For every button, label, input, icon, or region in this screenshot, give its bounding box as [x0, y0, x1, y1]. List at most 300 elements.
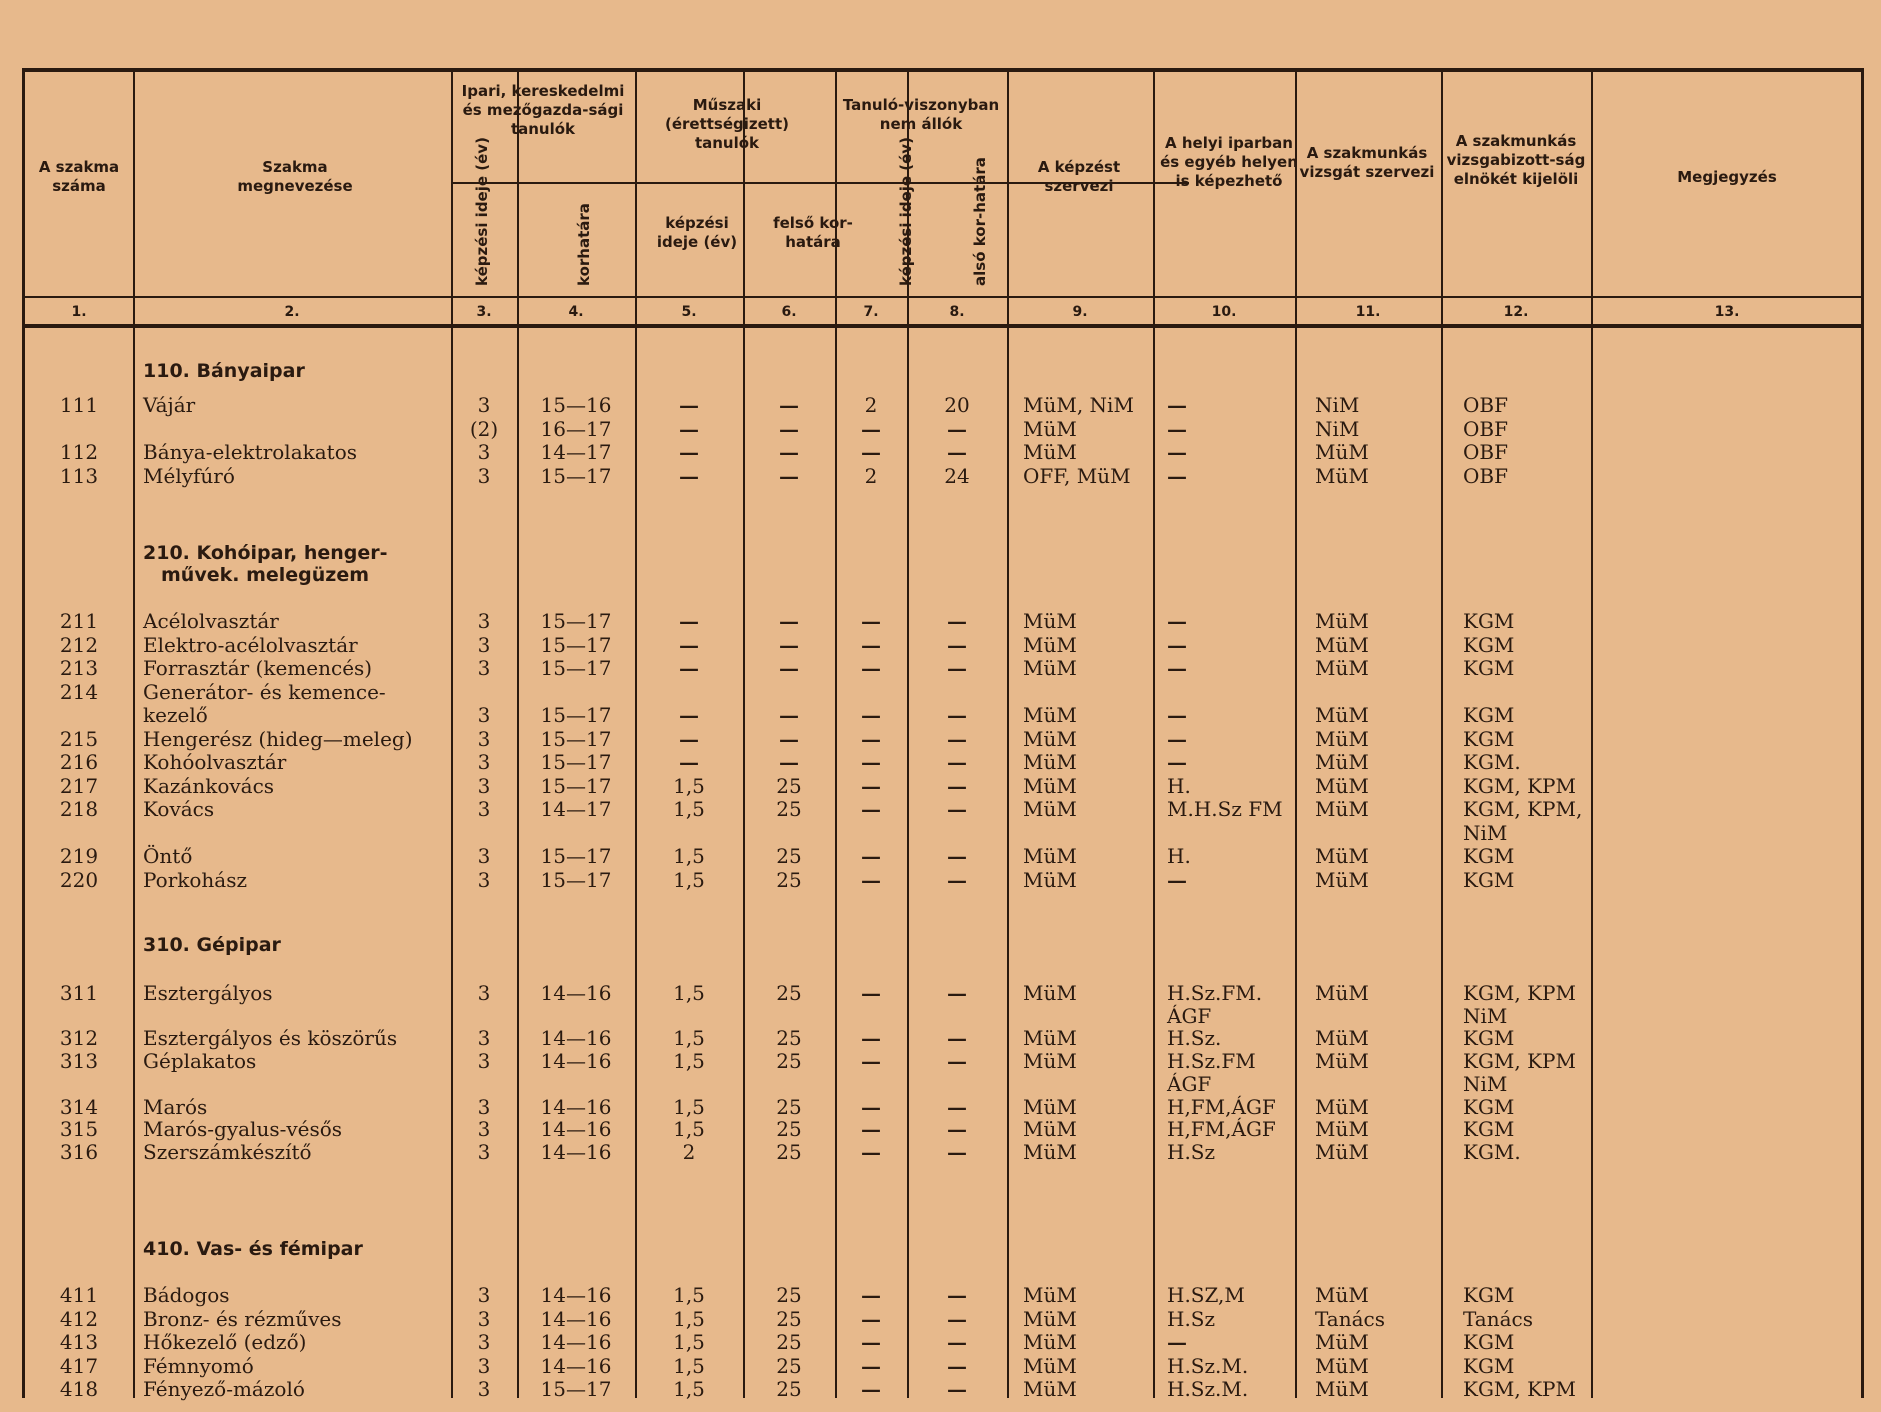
cell-c10: —	[1167, 703, 1187, 727]
cell-c3: 3	[477, 844, 491, 868]
cell-c5: —	[679, 609, 699, 633]
cell-c9: MüM	[1023, 1117, 1077, 1141]
cell-c3: 3	[477, 393, 491, 417]
cell-c7: —	[861, 633, 881, 657]
header-group-ipari: Ipari, kereskedelmi és mezőgazda-sági tanulók	[461, 82, 625, 138]
cell-c4: 15—16	[540, 393, 612, 417]
cell-c11: MüM	[1315, 656, 1369, 680]
cell-c12: OBF	[1463, 464, 1508, 488]
cell-c3: 3	[477, 750, 491, 774]
cell-name: Fényező-mázoló	[143, 1377, 305, 1401]
cell-c10: H.	[1167, 774, 1191, 798]
cell-c7: —	[861, 1307, 881, 1331]
cell-c8: 20	[944, 393, 970, 417]
cell-c12: OBF	[1463, 417, 1508, 441]
table-row	[25, 845, 1867, 868]
cell-c9: MüM	[1023, 1307, 1077, 1331]
header-rule	[25, 296, 1861, 298]
cell-name: Hőkezelő (edző)	[143, 1330, 307, 1354]
cell-c4: 14—16	[540, 1307, 612, 1331]
cell-c12: OBF	[1463, 393, 1508, 417]
cell-c8: —	[947, 417, 967, 441]
cell-name: Bánya-elektrolakatos	[143, 440, 358, 464]
cell-c12: OBF	[1463, 440, 1508, 464]
table-row	[25, 441, 1867, 464]
cell-c8: —	[947, 1354, 967, 1378]
cell-c10: H.Sz	[1167, 1307, 1216, 1331]
cell-name: Mélyfúró	[143, 464, 235, 488]
cell-c9: MüM	[1023, 727, 1077, 751]
cell-c5: 1,5	[673, 1026, 705, 1050]
cell-c5: 1,5	[673, 1354, 705, 1378]
cell-name: Kovács	[143, 797, 215, 821]
cell-c9: MüM	[1023, 797, 1077, 821]
table-row	[25, 1118, 1867, 1141]
cell-c4: 14—16	[540, 1049, 612, 1073]
cell-c10: —	[1167, 1330, 1187, 1354]
table-row	[25, 418, 1867, 441]
cell-c5: 1,5	[673, 774, 705, 798]
cell-c4: 14—16	[540, 981, 612, 1005]
cell-num: 218	[59, 797, 99, 821]
cell-c5: —	[679, 633, 699, 657]
cell-name: Bádogos	[143, 1283, 230, 1307]
cell-c4: 14—16	[540, 1330, 612, 1354]
table-row	[25, 822, 1867, 845]
cell-name: Marós-gyalus-vésős	[143, 1117, 343, 1141]
cell-c9: MüM	[1023, 1095, 1077, 1119]
cell-c3: 3	[477, 1095, 491, 1119]
cell-num: 113	[59, 464, 99, 488]
cell-c9: MüM	[1023, 417, 1077, 441]
cell-c10: H.SZ,M	[1167, 1283, 1245, 1307]
cell-c5: 1,5	[673, 1377, 705, 1401]
table-row	[25, 465, 1867, 488]
cell-name: Fémnyomó	[143, 1354, 254, 1378]
cell-num: 214	[59, 680, 99, 704]
cell-c7: —	[861, 1026, 881, 1050]
table-row	[25, 610, 1867, 633]
cell-c4: 14—16	[540, 1026, 612, 1050]
cell-c3: 3	[477, 1049, 491, 1073]
cell-c11: MüM	[1315, 868, 1369, 892]
cell-c7: —	[861, 750, 881, 774]
cell-c12: KGM	[1463, 656, 1515, 680]
cell-c8: —	[947, 1049, 967, 1073]
cell-c3: (2)	[469, 417, 499, 441]
cell-c11: MüM	[1315, 440, 1369, 464]
cell-c10: —	[1167, 750, 1187, 774]
cell-c5: 1,5	[673, 1307, 705, 1331]
cell-num: 213	[59, 656, 99, 680]
cell-c7: —	[861, 1117, 881, 1141]
cell-c9: MüM	[1023, 633, 1077, 657]
cell-c3: 3	[477, 774, 491, 798]
cell-c3: 3	[477, 727, 491, 751]
cell-c10: —	[1167, 727, 1187, 751]
cell-c8: —	[947, 750, 967, 774]
cell-name: Porkohász	[143, 868, 248, 892]
cell-c12: KGM	[1463, 609, 1515, 633]
table-row	[25, 1378, 1867, 1401]
column-number: 1.	[71, 304, 87, 320]
cell-num: 111	[59, 393, 99, 417]
cell-name: Géplakatos	[143, 1049, 257, 1073]
cell-c7: —	[861, 1330, 881, 1354]
table-row	[25, 982, 1867, 1005]
cell-c8: —	[947, 868, 967, 892]
cell-c4: 14—16	[540, 1095, 612, 1119]
cell-c10: H.Sz	[1167, 1140, 1216, 1164]
cell-c8: —	[947, 844, 967, 868]
cell-c11: MüM	[1315, 1377, 1369, 1401]
header-group-tanulo: Tanuló-viszonyban nem állók	[842, 96, 1000, 133]
cell-name: Esztergályos és köszörűs	[143, 1026, 398, 1050]
cell-c11: MüM	[1315, 633, 1369, 657]
cell-c5: 1,5	[673, 868, 705, 892]
header-col6: felső kor-határa	[773, 214, 853, 251]
cell-c12: KGM	[1463, 1354, 1515, 1378]
cell-c5: —	[679, 464, 699, 488]
cell-c12: KGM	[1463, 727, 1515, 751]
cell-c12: KGM, KPM	[1463, 1377, 1576, 1401]
cell-c10: H.Sz.	[1167, 1026, 1222, 1050]
cell-c4: 14—16	[540, 1354, 612, 1378]
cell-c10: —	[1167, 633, 1187, 657]
cell-c4: 15—17	[540, 633, 612, 657]
header-col11: A szakmunkás vizsgát szervezi	[1299, 144, 1435, 181]
cell-c11: MüM	[1315, 1095, 1369, 1119]
cell-c6: 25	[776, 1307, 802, 1331]
cell-name: Elektro-acélolvasztár	[143, 633, 358, 657]
cell-c6: —	[779, 609, 799, 633]
cell-c10: H.Sz.M.	[1167, 1354, 1249, 1378]
cell-c8: —	[947, 633, 967, 657]
cell-c6: —	[779, 417, 799, 441]
cell-c8: —	[947, 1307, 967, 1331]
cell-c12: NiM	[1463, 1072, 1508, 1096]
cell-c5: 2	[682, 1140, 696, 1164]
header-col12: A szakmunkás vizsgabizott-ság elnökét kijelöli	[1446, 132, 1586, 188]
cell-c9: OFF, MüM	[1023, 464, 1131, 488]
header-col13: Megjegyzés	[1677, 168, 1777, 186]
cell-c3: 3	[477, 1354, 491, 1378]
cell-c10: H,FM,ÁGF	[1167, 1095, 1276, 1119]
column-number: 7.	[863, 304, 879, 320]
cell-name: kezelő	[143, 703, 208, 727]
cell-num: 411	[59, 1283, 99, 1307]
cell-c11: MüM	[1315, 703, 1369, 727]
cell-num: 212	[59, 633, 99, 657]
cell-c7: —	[861, 727, 881, 751]
cell-c9: MüM	[1023, 1283, 1077, 1307]
cell-name: Kazánkovács	[143, 774, 275, 798]
cell-c10: —	[1167, 440, 1187, 464]
cell-c9: MüM	[1023, 868, 1077, 892]
header-col8: alsó kor-határa	[971, 157, 989, 286]
cell-c11: MüM	[1315, 844, 1369, 868]
table-row	[25, 1073, 1867, 1096]
cell-num: 315	[59, 1117, 99, 1141]
cell-c7: —	[861, 609, 881, 633]
cell-c6: 25	[776, 797, 802, 821]
cell-c11: MüM	[1315, 1140, 1369, 1164]
cell-c4: 15—17	[540, 609, 612, 633]
cell-c7: —	[861, 703, 881, 727]
cell-c8: —	[947, 1140, 967, 1164]
cell-c6: 25	[776, 1354, 802, 1378]
cell-c8: —	[947, 1117, 967, 1141]
cell-c7: —	[861, 797, 881, 821]
cell-name: Vájár	[143, 393, 196, 417]
cell-c11: MüM	[1315, 750, 1369, 774]
table-row	[25, 1096, 1867, 1119]
cell-name: Öntő	[143, 844, 193, 868]
cell-c11: MüM	[1315, 727, 1369, 751]
cell-c4: 15—17	[540, 727, 612, 751]
cell-c11: MüM	[1315, 774, 1369, 798]
cell-c5: 1,5	[673, 1049, 705, 1073]
cell-c4: 14—17	[540, 797, 612, 821]
cell-c6: —	[779, 440, 799, 464]
cell-num: 312	[59, 1026, 99, 1050]
cell-c5: 1,5	[673, 1283, 705, 1307]
cell-c12: KGM.	[1463, 1140, 1521, 1164]
cell-c6: —	[779, 464, 799, 488]
cell-c3: 3	[477, 609, 491, 633]
cell-c7: —	[861, 844, 881, 868]
cell-c9: MüM	[1023, 981, 1077, 1005]
cell-c7: —	[861, 868, 881, 892]
cell-c7: —	[861, 656, 881, 680]
cell-c8: —	[947, 1377, 967, 1401]
cell-num: 219	[59, 844, 99, 868]
cell-c4: 16—17	[540, 417, 612, 441]
cell-c9: MüM	[1023, 703, 1077, 727]
header-col7: képzési ideje (év)	[897, 137, 915, 286]
cell-c5: —	[679, 750, 699, 774]
cell-c10: H.Sz.FM	[1167, 1049, 1256, 1073]
cell-num: 217	[59, 774, 99, 798]
table-row	[25, 728, 1867, 751]
cell-num: 314	[59, 1095, 99, 1119]
cell-c3: 3	[477, 797, 491, 821]
cell-c8: —	[947, 797, 967, 821]
section-title-continued: művek. melegüzem	[161, 564, 370, 586]
table-row	[25, 634, 1867, 657]
cell-c10: —	[1167, 417, 1187, 441]
cell-name: Forrasztár (kemencés)	[143, 656, 373, 680]
cell-c6: —	[779, 727, 799, 751]
cell-c3: 3	[477, 1330, 491, 1354]
cell-c8: —	[947, 774, 967, 798]
cell-c10: ÁGF	[1167, 1072, 1212, 1096]
column-number: 12.	[1503, 304, 1529, 320]
cell-c4: 14—16	[540, 1283, 612, 1307]
cell-name: Szerszámkészítő	[143, 1140, 312, 1164]
cell-c3: 3	[477, 1283, 491, 1307]
cell-c9: MüM	[1023, 774, 1077, 798]
cell-c10: M.H.Sz FM	[1167, 797, 1283, 821]
cell-c6: 25	[776, 981, 802, 1005]
cell-c9: MüM	[1023, 656, 1077, 680]
cell-c4: 15—17	[540, 868, 612, 892]
cell-c8: —	[947, 440, 967, 464]
cell-c4: 15—17	[540, 703, 612, 727]
cell-num: 313	[59, 1049, 99, 1073]
cell-c7: 2	[864, 393, 878, 417]
cell-c4: 15—17	[540, 844, 612, 868]
table-row	[25, 751, 1867, 774]
cell-c8: —	[947, 1330, 967, 1354]
cell-c7: —	[861, 981, 881, 1005]
table-row	[25, 1027, 1867, 1050]
cell-c11: MüM	[1315, 1026, 1369, 1050]
cell-c12: NiM	[1463, 1004, 1508, 1028]
cell-c3: 3	[477, 440, 491, 464]
cell-c6: —	[779, 750, 799, 774]
cell-c4: 15—17	[540, 774, 612, 798]
cell-c7: —	[861, 774, 881, 798]
cell-c5: —	[679, 417, 699, 441]
header-col1: A szakma száma	[38, 158, 120, 195]
header-col5: képzési ideje (év)	[656, 214, 738, 251]
cell-c12: KGM	[1463, 1026, 1515, 1050]
cell-c12: KGM, KPM,	[1463, 797, 1583, 821]
section-title: 310. Gépipar	[143, 934, 281, 956]
cell-c3: 3	[477, 1026, 491, 1050]
cell-c6: 25	[776, 1140, 802, 1164]
cell-c9: MüM	[1023, 440, 1077, 464]
cell-c3: 3	[477, 1377, 491, 1401]
cell-c8: —	[947, 656, 967, 680]
cell-c6: —	[779, 656, 799, 680]
cell-c12: KGM, KPM	[1463, 981, 1576, 1005]
cell-c6: 25	[776, 1283, 802, 1307]
cell-num: 215	[59, 727, 99, 751]
table-row	[25, 681, 1867, 704]
cell-c7: —	[861, 1283, 881, 1307]
cell-num: 112	[59, 440, 99, 464]
cell-c7: —	[861, 1354, 881, 1378]
cell-name: Kohóolvasztár	[143, 750, 287, 774]
cell-c11: NiM	[1315, 393, 1360, 417]
cell-c7: —	[861, 440, 881, 464]
table-row	[25, 798, 1867, 821]
cell-name: Marós	[143, 1095, 208, 1119]
cell-name: Bronz- és rézműves	[143, 1307, 342, 1331]
cell-c9: MüM	[1023, 1049, 1077, 1073]
cell-c3: 3	[477, 868, 491, 892]
table-row	[25, 1355, 1867, 1378]
cell-num: 216	[59, 750, 99, 774]
header-col2: Szakma megnevezése	[237, 158, 353, 195]
header-col3: képzési ideje (év)	[473, 137, 491, 286]
header-group-muszaki: Műszaki (érettségizett) tanulók	[664, 96, 790, 152]
column-number: 10.	[1211, 304, 1237, 320]
column-number: 8.	[949, 304, 965, 320]
column-number: 13.	[1714, 304, 1740, 320]
cell-name: Acélolvasztár	[143, 609, 279, 633]
cell-c12: KGM	[1463, 1283, 1515, 1307]
cell-c10: H.Sz.M.	[1167, 1377, 1249, 1401]
cell-c6: 25	[776, 1095, 802, 1119]
cell-c5: 1,5	[673, 797, 705, 821]
cell-c10: —	[1167, 868, 1187, 892]
cell-c8: —	[947, 727, 967, 751]
cell-c5: —	[679, 656, 699, 680]
column-number: 11.	[1355, 304, 1381, 320]
column-number: 6.	[781, 304, 797, 320]
table-row	[25, 775, 1867, 798]
cell-c6: 25	[776, 844, 802, 868]
table-row	[25, 1005, 1867, 1028]
cell-num: 311	[59, 981, 99, 1005]
cell-c4: 15—17	[540, 1377, 612, 1401]
cell-c11: MüM	[1315, 1117, 1369, 1141]
cell-c7: —	[861, 417, 881, 441]
cell-c9: MüM	[1023, 1026, 1077, 1050]
cell-c4: 15—17	[540, 464, 612, 488]
cell-c12: KGM, KPM	[1463, 1049, 1576, 1073]
cell-c12: KGM	[1463, 1330, 1515, 1354]
table-row	[25, 1141, 1867, 1164]
cell-c6: —	[779, 633, 799, 657]
section-title: 410. Vas- és fémipar	[143, 1238, 363, 1260]
table-row	[25, 704, 1867, 727]
column-number: 3.	[476, 304, 492, 320]
cell-name: Generátor- és kemence-	[143, 680, 386, 704]
cell-num: 316	[59, 1140, 99, 1164]
cell-c5: 1,5	[673, 981, 705, 1005]
cell-c11: MüM	[1315, 797, 1369, 821]
cell-c9: MüM	[1023, 1377, 1077, 1401]
cell-c6: 25	[776, 868, 802, 892]
cell-c12: KGM	[1463, 868, 1515, 892]
cell-num: 220	[59, 868, 99, 892]
table-row	[25, 394, 1867, 417]
cell-name: Esztergályos	[143, 981, 273, 1005]
cell-c5: 1,5	[673, 844, 705, 868]
cell-c3: 3	[477, 656, 491, 680]
cell-c9: MüM	[1023, 1354, 1077, 1378]
cell-c12: KGM	[1463, 703, 1515, 727]
cell-c11: MüM	[1315, 1283, 1369, 1307]
header-rule	[25, 324, 1861, 328]
cell-c11: MüM	[1315, 464, 1369, 488]
cell-c9: MüM	[1023, 1140, 1077, 1164]
cell-c11: Tanács	[1315, 1307, 1385, 1331]
header-col9: A képzést szervezi	[1037, 158, 1121, 195]
cell-c12: KGM	[1463, 633, 1515, 657]
cell-c10: —	[1167, 464, 1187, 488]
table-row	[25, 1050, 1867, 1073]
cell-c12: KGM.	[1463, 750, 1521, 774]
cell-c5: 1,5	[673, 1095, 705, 1119]
table-row	[25, 1331, 1867, 1354]
cell-c11: MüM	[1315, 609, 1369, 633]
column-number: 2.	[284, 304, 300, 320]
section-title: 110. Bányaipar	[143, 360, 305, 382]
cell-c3: 3	[477, 1307, 491, 1331]
cell-c5: —	[679, 440, 699, 464]
header-col10: A helyi iparban és egyéb helyen is képezhető	[1160, 134, 1298, 190]
column-number: 4.	[568, 304, 584, 320]
cell-c8: 24	[944, 464, 970, 488]
cell-c10: —	[1167, 609, 1187, 633]
cell-name: Hengerész (hideg—meleg)	[143, 727, 413, 751]
table-row	[25, 657, 1867, 680]
